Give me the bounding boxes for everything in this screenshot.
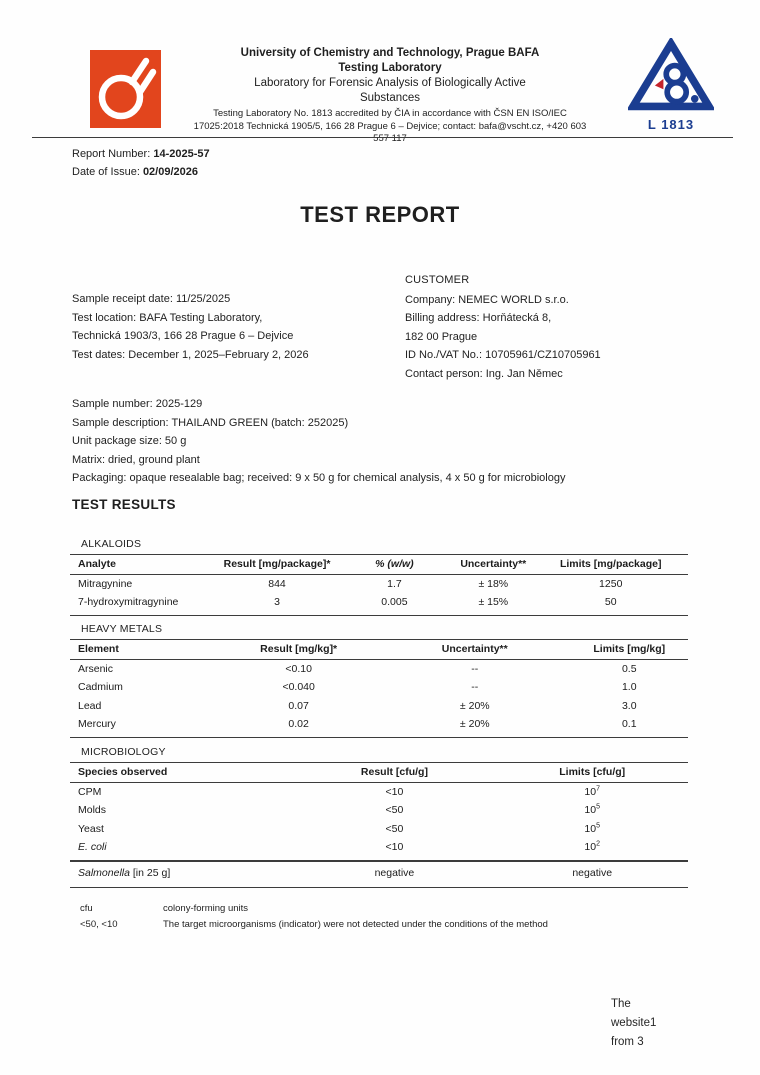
column-header: Limits [mg/kg] [571, 640, 688, 660]
uncertainty-value: ± 20% [459, 699, 490, 712]
limit-value: 3.0 [621, 699, 637, 712]
result-value: 0.02 [288, 718, 309, 730]
table-row [70, 697, 688, 716]
species-name: Yeast [78, 822, 104, 835]
analyte-name: Mitragynine [78, 577, 133, 590]
customer-vat: ID No./VAT No.: 10705961/CZ10705961 [405, 349, 601, 362]
species-name: Salmonella [in 25 g] [70, 862, 292, 888]
result-value: <0.10 [285, 662, 312, 675]
table-row [70, 820, 688, 839]
column-header: Uncertainty** [379, 640, 571, 660]
cia-accreditation-number: L 1813 [647, 117, 695, 132]
customer-column [405, 271, 692, 384]
species-name: E. coli [78, 841, 107, 853]
date-of-issue-value: 02/09/2026 [142, 165, 198, 178]
laboratory-header [170, 46, 610, 146]
sample-description-block [72, 395, 712, 488]
result-value: negative [292, 862, 496, 888]
sample-receipt-date: Sample receipt date: 11/25/2025 [72, 293, 231, 305]
report-meta [72, 146, 210, 181]
sample-description: Sample description: THAILAND GREEN (batch: 252025) [72, 416, 349, 429]
heavy-metals-header-row [70, 640, 688, 660]
test-location-line1: Test location: BAFA Testing Laboratory, [72, 311, 263, 324]
limit-value: $10^2$ [584, 840, 600, 853]
result-value: 0.07 [288, 699, 309, 712]
limit-value: 50 [604, 596, 617, 608]
footer-line3: from 3 [611, 1036, 644, 1048]
uncertainty-value: -- [471, 662, 479, 675]
customer-billing-address: Billing address: Horňátecká 8, [405, 312, 552, 325]
org-name-line2: Testing Laboratory [338, 62, 442, 74]
page-title: TEST REPORT [300, 202, 460, 227]
accreditation-line3: 557 117 [373, 133, 407, 144]
element-name: Mercury [78, 718, 116, 730]
column-header: Limits [mg/package] [533, 555, 688, 575]
customer-contact-person: Contact person: Ing. Jan Němec [405, 367, 563, 380]
footnotes [80, 901, 548, 933]
test-dates: Test dates: December 1, 2025–February 2, 2026 [72, 348, 309, 361]
element-name: Cadmium [78, 681, 123, 693]
column-header: Element [70, 640, 218, 660]
result-value: 3 [274, 596, 280, 608]
result-value: <50 [385, 804, 404, 816]
percent-value: 1.7 [387, 577, 402, 590]
exponent: 5 [596, 803, 600, 811]
percent-value: 0.005 [381, 596, 408, 608]
microbiology-table [70, 762, 688, 861]
microbiology-header-row [70, 763, 688, 783]
report-number-row [72, 146, 210, 164]
cia-accreditation-logo [625, 38, 717, 132]
limit-value: $10^5$ [584, 822, 600, 835]
footer-line1: The [611, 998, 631, 1010]
column-header: Limits [cfu/g] [496, 763, 688, 783]
report-number-label: Report Number: [72, 148, 151, 160]
customer-city: 182 00 Prague [405, 330, 478, 343]
uncertainty-value: ± 18% [478, 577, 509, 590]
exponent: 2 [596, 840, 600, 848]
test-results-heading: TEST RESULTS [72, 497, 176, 512]
footnote-description: colony-forming units [163, 903, 249, 914]
alkaloids-table [70, 554, 688, 616]
footnote-row [80, 917, 548, 933]
result-value: <0.040 [282, 681, 315, 693]
uncertainty-value: ± 15% [478, 596, 509, 608]
table-row [70, 575, 688, 594]
table-row [70, 594, 688, 616]
table-row [70, 660, 688, 679]
accreditation-line1: Testing Laboratory No. 1813 accredited by ČIA in accordance with ČSN EN ISO/IEC [213, 108, 567, 119]
table-row [70, 839, 688, 861]
element-name: Lead [78, 699, 102, 712]
limit-value: negative [496, 862, 688, 888]
column-header: Species observed [70, 763, 292, 783]
customer-company: Company: NEMEC WORLD s.r.o. [405, 293, 569, 306]
limit-value: $10^5$ [584, 803, 600, 816]
heavy-metals-table [70, 639, 688, 738]
unit-package-size: Unit package size: 50 g [72, 435, 187, 448]
footnote-description: The target microorganisms (indicator) were not detected under the conditions of the method [163, 919, 548, 930]
result-value: <50 [385, 822, 404, 835]
result-value: <10 [385, 785, 404, 798]
date-of-issue-label: Date of Issue: [72, 165, 140, 178]
packaging: Packaging: opaque resealable bag; received: 9 x 50 g for chemical analysis, 4 x 50 g for microbiology [72, 472, 566, 485]
limit-value: $10^7$ [584, 785, 600, 798]
column-header: % (w/w) [336, 555, 453, 575]
salmonella-table [70, 861, 688, 888]
limit-value: 0.1 [621, 718, 637, 730]
column-header: Analyte [70, 555, 218, 575]
info-section [72, 271, 692, 384]
footnote-row [80, 901, 548, 917]
column-header: Result [cfu/g] [292, 763, 496, 783]
species-name: Molds [78, 804, 107, 816]
matrix: Matrix: dried, ground plant [72, 453, 200, 466]
result-value: 844 [268, 577, 286, 590]
uncertainty-value: -- [471, 681, 479, 693]
org-name-line4: Substances [359, 92, 421, 104]
limit-value: 1250 [599, 577, 623, 590]
limit-value: 0.5 [621, 662, 637, 675]
report-number-value: 14-2025-57 [153, 148, 210, 160]
test-location-line2: Technická 1903/3, 166 28 Prague 6 – Dejvice [72, 330, 294, 343]
footer-line2: website1 [611, 1017, 657, 1029]
microbiology-section-label: MICROBIOLOGY [81, 746, 166, 758]
sample-number: Sample number: 2025-129 [72, 398, 203, 410]
column-header: Result [mg/package]* [218, 555, 335, 575]
alkaloids-header-row [70, 555, 688, 575]
alkaloids-section-label: ALKALOIDS [81, 538, 142, 550]
page-number-footer [611, 995, 656, 1052]
column-header: Result [mg/kg]* [218, 640, 379, 660]
exponent: 5 [596, 822, 600, 829]
column-header: Uncertainty** [453, 555, 533, 575]
uncertainty-value: ± 20% [459, 718, 490, 730]
table-row [70, 862, 688, 888]
table-row [70, 716, 688, 738]
table-row [70, 783, 688, 802]
header-divider [32, 137, 733, 138]
exponent: 7 [596, 785, 600, 792]
cia-triangle-icon [628, 38, 714, 114]
element-name: Arsenic [78, 662, 114, 675]
heavy-metals-section-label: HEAVY METALS [81, 623, 163, 635]
org-name-line1: University of Chemistry and Technology, Prague BAFA [240, 47, 540, 59]
accreditation-line2: 17025:2018 Technická 1905/5, 166 28 Prague 6 – Dejvice; contact: bafa@vscht.cz, +420 603 [193, 120, 587, 132]
uct-prague-logo [90, 50, 161, 128]
flask-icon [90, 50, 161, 128]
footnote-term: cfu [80, 903, 93, 914]
org-name-line3: Laboratory for Forensic Analysis of Biologically Active [254, 77, 526, 89]
table-row [70, 802, 688, 821]
result-value: <10 [385, 841, 404, 853]
date-of-issue-row [72, 164, 210, 182]
sample-info-column [72, 271, 405, 384]
species-name: CPM [78, 785, 102, 798]
footnote-term: <50, <10 [80, 919, 118, 930]
analyte-name: 7-hydroxymitragynine [78, 596, 179, 608]
customer-heading: CUSTOMER [405, 274, 470, 286]
table-row [70, 679, 688, 698]
limit-value: 1.0 [621, 681, 637, 693]
